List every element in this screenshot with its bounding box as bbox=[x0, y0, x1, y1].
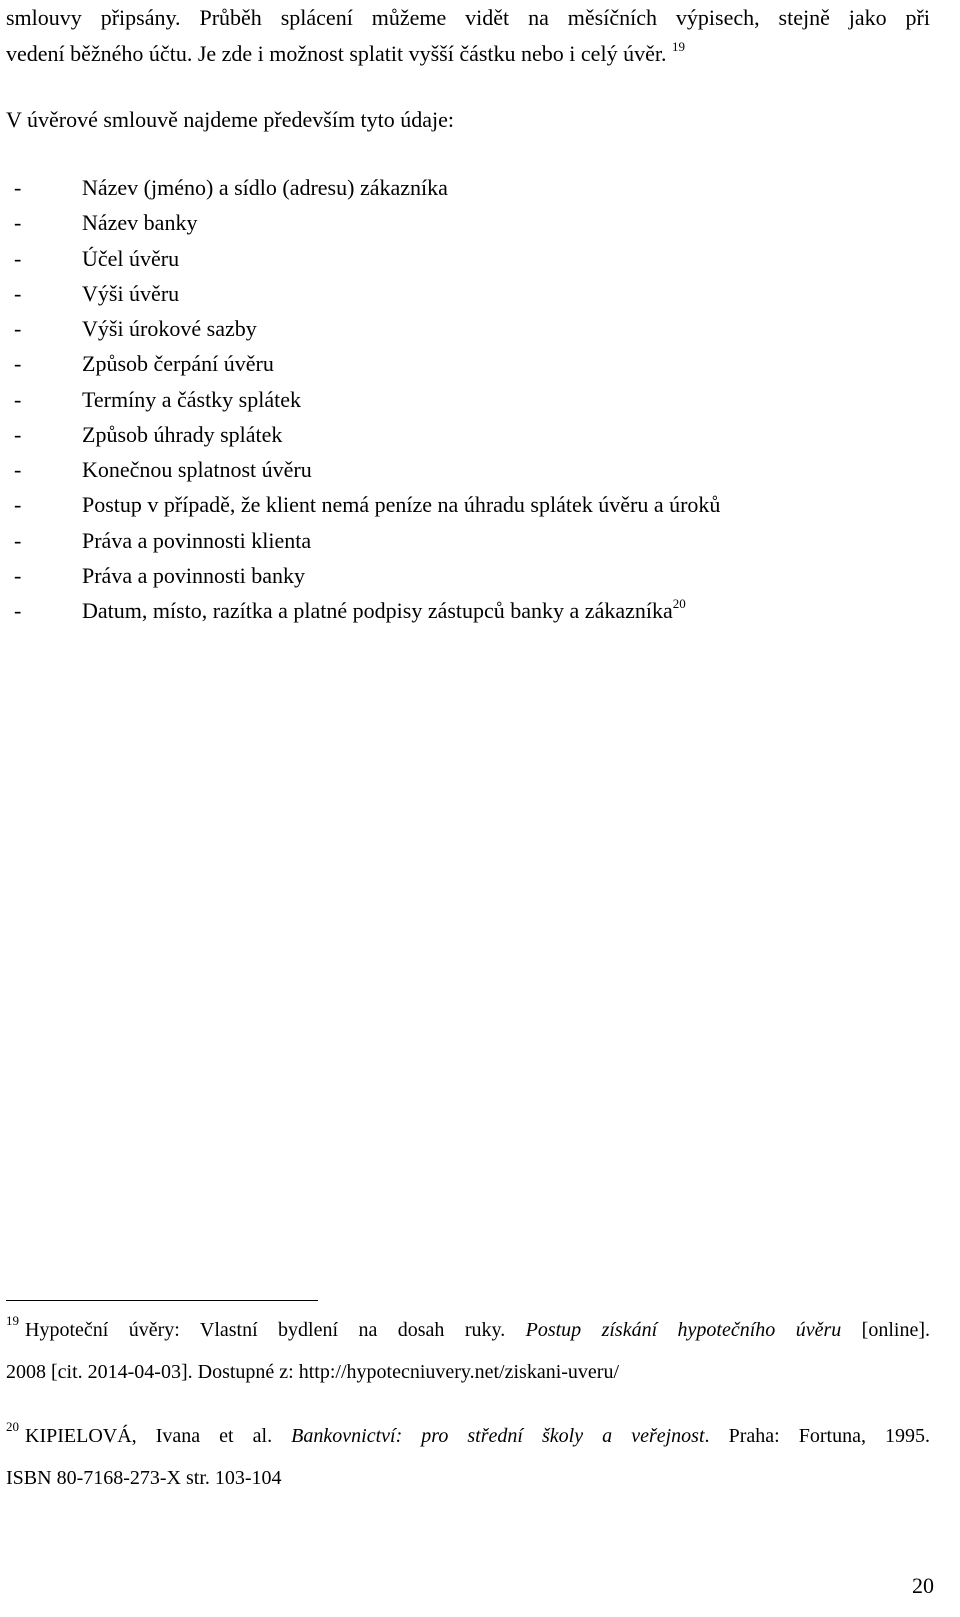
list-item-text: Výši úvěru bbox=[82, 280, 180, 306]
list-item bbox=[6, 276, 720, 311]
list-dash: - bbox=[14, 351, 22, 377]
footnote-text: KIPIELOVÁ, Ivana et al. bbox=[25, 1425, 292, 1447]
list-item bbox=[6, 346, 720, 381]
footnote-line-2: 2008 [cit. 2014-04-03]. Dostupné z: http://hypotecniuvery.net/ziskani-uveru/ bbox=[6, 1361, 620, 1383]
list-item-text: Název banky bbox=[82, 210, 198, 236]
list-dash: - bbox=[14, 492, 22, 518]
list-dash: - bbox=[14, 457, 22, 482]
page-number: 20 bbox=[912, 1573, 934, 1598]
list-dash: - bbox=[14, 245, 22, 271]
footnote-separator bbox=[6, 1300, 318, 1301]
footnote-text: [online]. bbox=[841, 1319, 930, 1341]
list-item bbox=[6, 558, 720, 593]
list-item bbox=[6, 523, 720, 558]
list-item bbox=[6, 593, 720, 628]
list-dash: - bbox=[14, 280, 22, 306]
footnote-line-1 bbox=[6, 1415, 930, 1457]
footnote-line-2: ISBN 80-7168-273-X str. 103-104 bbox=[6, 1467, 282, 1489]
list-dash: - bbox=[14, 386, 22, 412]
list-dash: - bbox=[14, 527, 22, 553]
paragraph-line-2 bbox=[6, 41, 685, 66]
footnote-text: . Praha: Fortuna, 1995. bbox=[704, 1425, 930, 1447]
list-item bbox=[6, 241, 720, 276]
list-item-text: Způsob úhrady splátek bbox=[82, 421, 283, 447]
list-dash: - bbox=[14, 562, 22, 588]
list-item bbox=[6, 452, 720, 487]
footnote-title: Bankovnictví: pro střední školy a veřejnost bbox=[291, 1425, 705, 1447]
contract-details-list bbox=[6, 170, 720, 628]
list-dash: - bbox=[14, 316, 22, 341]
footnote-text: Hypoteční úvěry: Vlastní bydlení na dosah ruky. bbox=[25, 1319, 526, 1341]
list-item bbox=[6, 417, 720, 452]
list-item-text: Výši úrokové sazby bbox=[82, 316, 257, 341]
footnote-19 bbox=[6, 1309, 936, 1393]
list-dash: - bbox=[14, 421, 22, 447]
list-item-text: Práva a povinnosti banky bbox=[82, 562, 306, 588]
list-item bbox=[6, 311, 720, 346]
list-item-text: Konečnou splatnost úvěru bbox=[82, 457, 312, 482]
footnote-ref-19[interactable]: 19 bbox=[671, 39, 685, 54]
list-dash: - bbox=[14, 210, 22, 236]
list-item-text: Název (jméno) a sídlo (adresu) zákazníka bbox=[82, 175, 448, 200]
footnote-ref-20[interactable]: 20 bbox=[672, 596, 686, 611]
body-paragraph bbox=[6, 0, 936, 72]
list-item-text: Datum, místo, razítka a platné podpisy zástupců banky a zákazníka bbox=[82, 598, 673, 623]
footnote-number: 19 bbox=[6, 1313, 19, 1328]
list-dash: - bbox=[14, 598, 22, 623]
list-item-text: Způsob čerpání úvěru bbox=[82, 351, 274, 377]
list-item bbox=[6, 205, 720, 240]
list-item bbox=[6, 170, 720, 205]
list-item-text: Termíny a částky splátek bbox=[82, 386, 302, 412]
list-item bbox=[6, 382, 720, 417]
footnote-title: Postup získání hypotečního úvěru bbox=[525, 1319, 842, 1341]
footnote-line-1 bbox=[6, 1309, 930, 1351]
footnote-number: 20 bbox=[6, 1419, 19, 1434]
list-item-text: Postup v případě, že klient nemá peníze na úhradu splátek úvěru a úroků bbox=[82, 492, 721, 518]
paragraph-line-2-text: vedení běžného účtu. Je zde i možnost splatit vyšší částku nebo i celý úvěr. bbox=[6, 41, 667, 66]
list-dash: - bbox=[14, 175, 22, 200]
paragraph-line-1: smlouvy připsány. Průběh splácení můžeme vidět na měsíčních výpisech, stejně jako při bbox=[6, 5, 930, 30]
footnote-20 bbox=[6, 1415, 936, 1499]
list-intro: V úvěrové smlouvě najdeme především tyto údaje: bbox=[6, 107, 455, 132]
list-item-text: Práva a povinnosti klienta bbox=[82, 527, 312, 553]
list-item-text: Účel úvěru bbox=[82, 245, 180, 271]
list-item bbox=[6, 487, 720, 522]
